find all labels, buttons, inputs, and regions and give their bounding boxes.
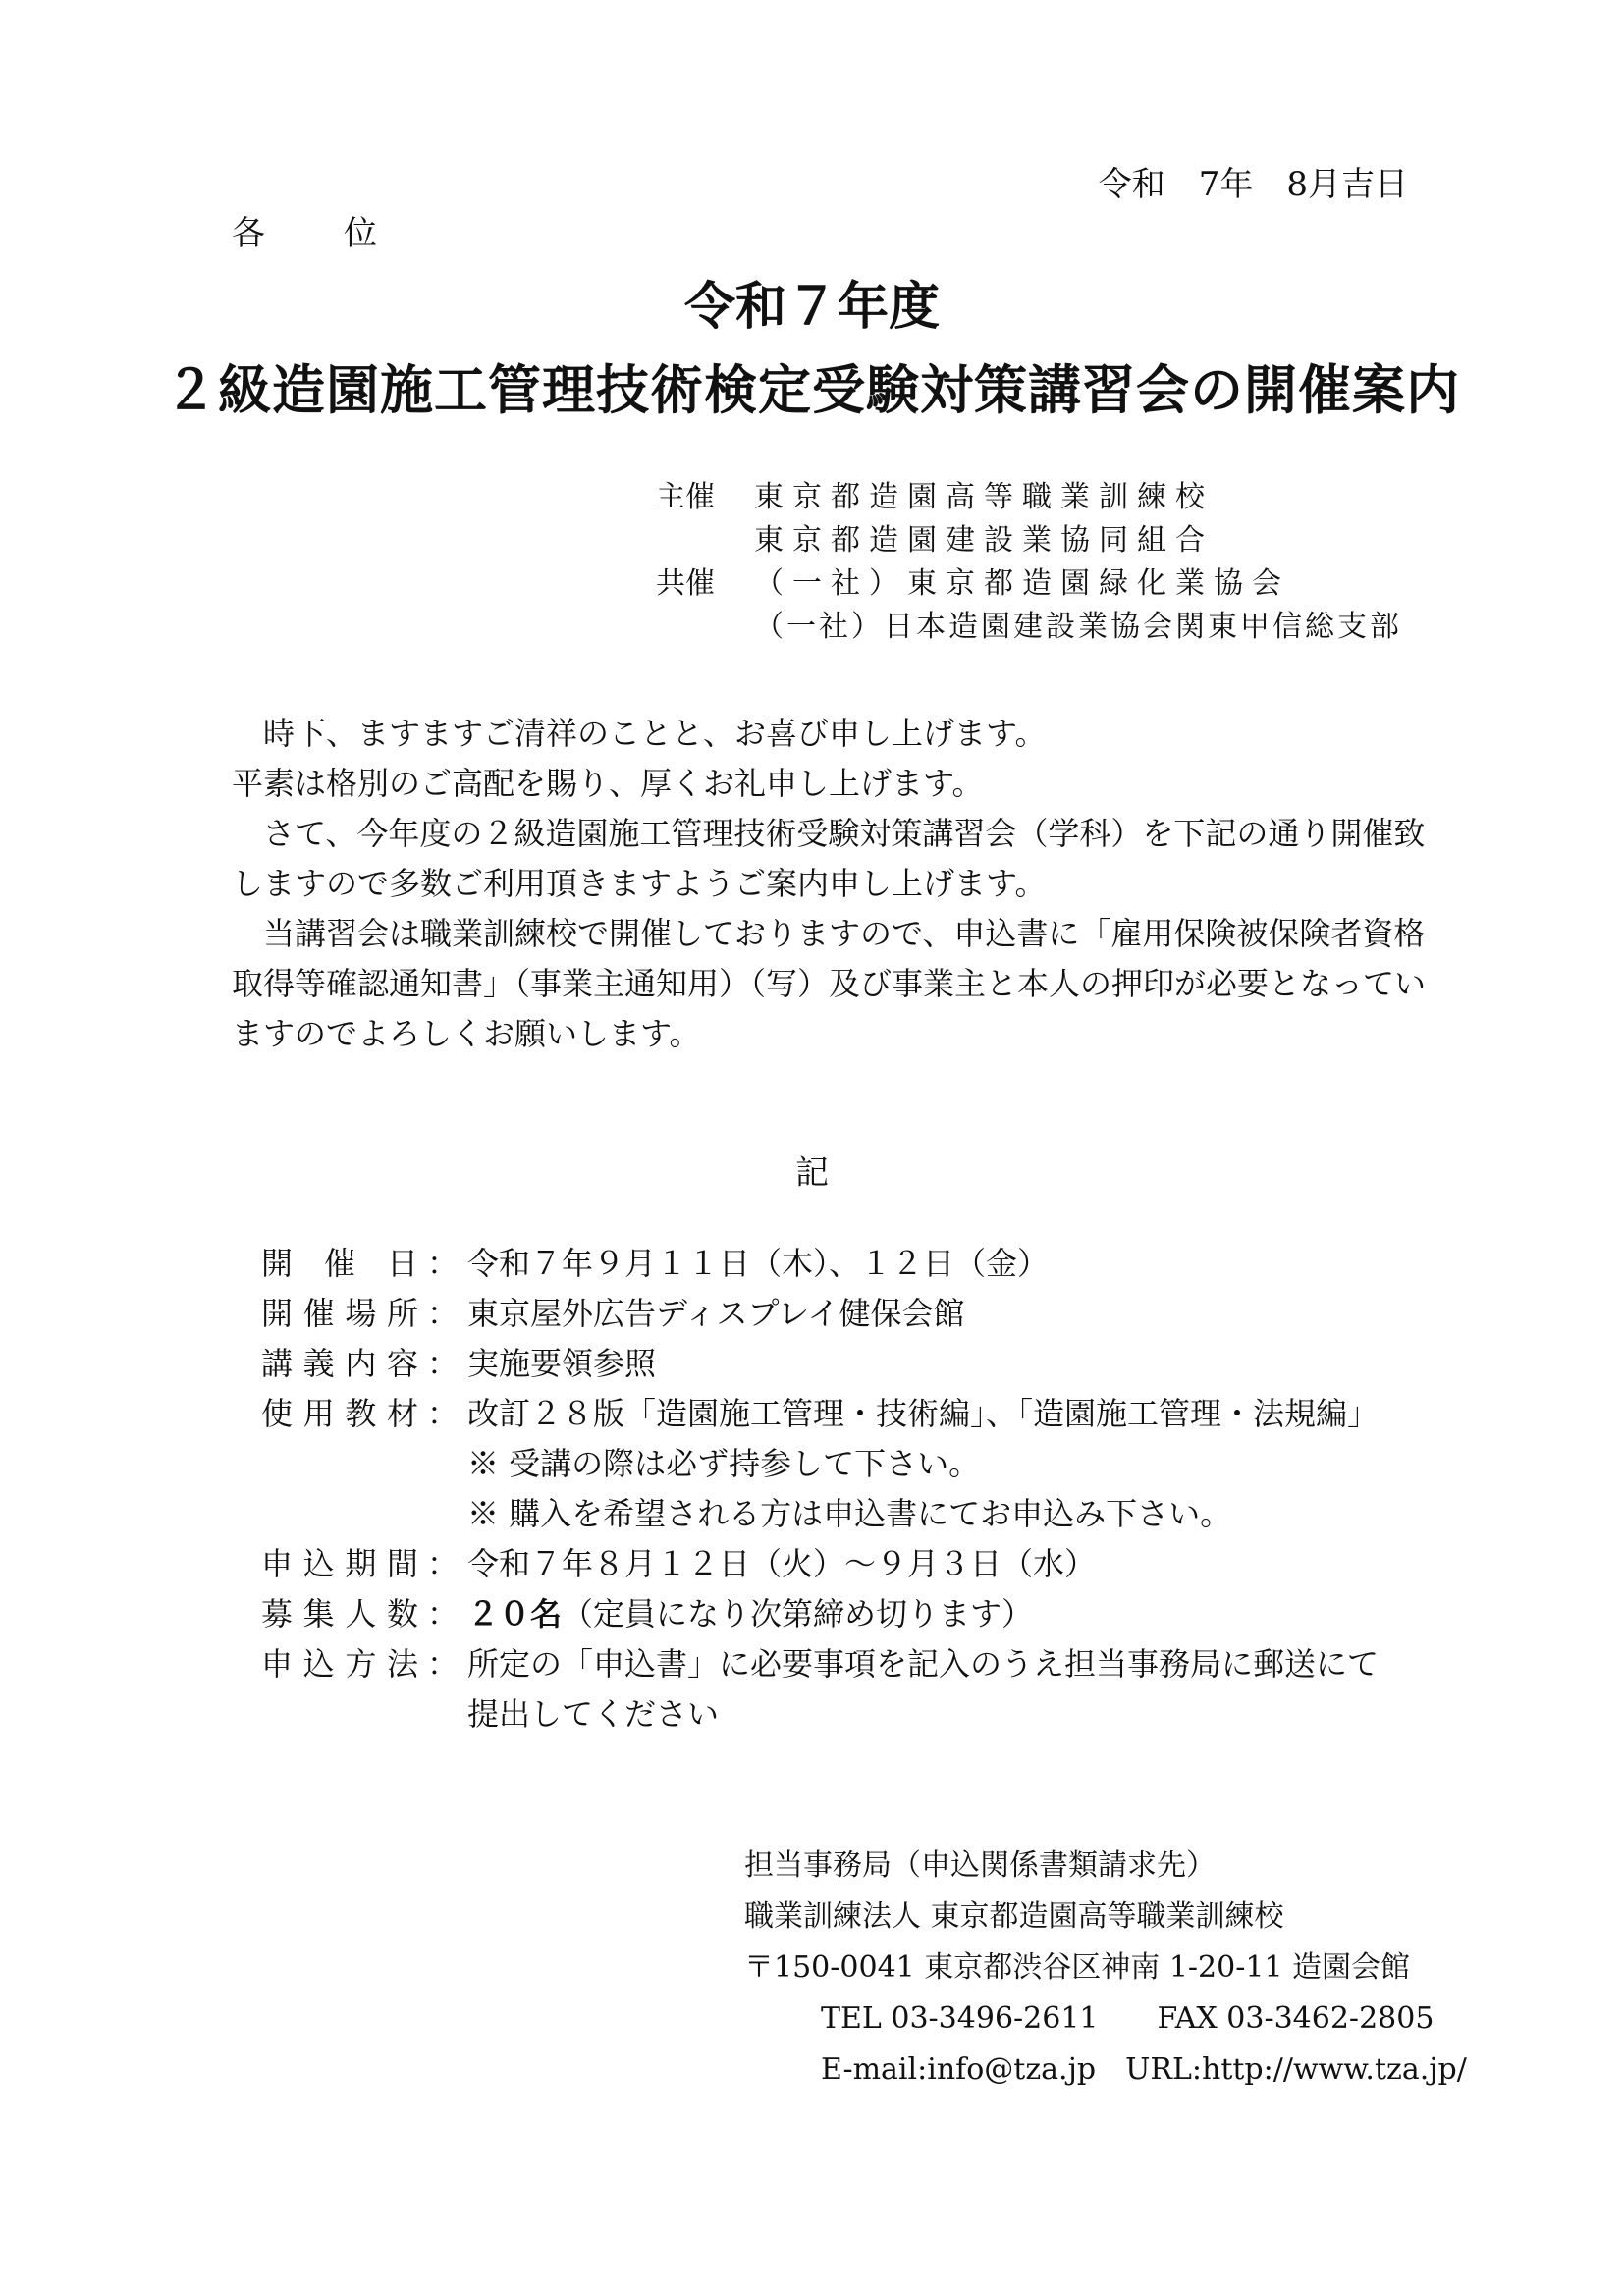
contact-tel-fax: TEL 03-3496-2611 FAX 03-3462-2805 (821, 2002, 1435, 2036)
co-organizer-name: （一社）日本造園建設業協会関東甲信総支部 (754, 610, 1402, 644)
detail-label: 申込期間 (261, 1545, 418, 1582)
detail-row-period (261, 1539, 1379, 1589)
detail-colon: ： (426, 1645, 459, 1682)
ki-heading: 記 (795, 1153, 829, 1193)
detail-label: 開催場所 (261, 1295, 418, 1332)
detail-row-date (261, 1239, 1379, 1289)
co-organizer-name: （一社）東京都造園緑化業協会 (754, 566, 1290, 601)
co-organizer-role (656, 606, 754, 649)
details-list (261, 1239, 1379, 1739)
material-note-1: ※ 受講の際は必ず持参して下さい。 (467, 1445, 981, 1482)
organizer-name: 東京都造園高等職業訓練校 (754, 480, 1214, 514)
organizer-row (656, 562, 1392, 606)
detail-row-material (261, 1389, 1379, 1439)
detail-colon: ： (426, 1545, 459, 1582)
detail-value: 令和７年９月１１日（木）、１２日（金） (467, 1245, 1050, 1282)
detail-row-capacity (261, 1589, 1379, 1639)
detail-colon: ： (426, 1345, 459, 1382)
detail-row-method (261, 1639, 1379, 1689)
greeting-paragraph-2: 平素は格別のご高配を賜り、厚くお礼申し上げます。 (232, 765, 984, 802)
detail-colon: ： (426, 1245, 459, 1282)
organizer-row (656, 606, 1402, 649)
title-line-1: 令和７年度 (683, 278, 940, 337)
detail-colon: ： (426, 1595, 459, 1632)
detail-value: 改訂２８版「造園施工管理・技術編」、「造園施工管理・法規編」 (467, 1395, 1380, 1432)
detail-value: 提出してください (467, 1695, 720, 1733)
organizer-row (656, 519, 1392, 562)
detail-row-content (261, 1339, 1379, 1389)
detail-row-note (261, 1489, 1379, 1539)
contact-address: 〒150-0041 東京都渋谷区神南 1-20-11 造園会館 (744, 1950, 1411, 1985)
material-note-2: ※ 購入を希望される方は申込書にてお申込み下さい。 (467, 1495, 1232, 1532)
detail-value: 東京屋外広告ディスプレイ健保会館 (467, 1295, 965, 1332)
addressee-char-2: 位 (344, 214, 379, 253)
addressee-char-1: 各 (232, 214, 267, 253)
contact-heading: 担当事務局（申込関係書類請求先） (744, 1848, 1216, 1883)
requirements-paragraph: 当講習会は職業訓練校で開催しておりますので、申込書に「雇用保険被保険者資格取得等確認通知書」（事業主通知用）（写）及び事業主と本人の押印が必要となっていますのでよろしくお願いします。 (232, 915, 1427, 1052)
detail-row-venue (261, 1289, 1379, 1339)
body-text (232, 709, 1449, 1059)
organizer-row (656, 476, 1392, 519)
contact-org: 職業訓練法人 東京都造園高等職業訓練校 (744, 1899, 1284, 1934)
organizer-role (656, 519, 754, 562)
detail-label: 使用教材 (261, 1395, 418, 1432)
capacity-number: ２０名 (467, 1595, 563, 1632)
document-date: 令和 7年 8月吉日 (1098, 165, 1408, 204)
detail-label: 申込方法 (261, 1645, 418, 1682)
detail-row-note (261, 1439, 1379, 1489)
detail-label: 講義内容 (261, 1345, 418, 1382)
organizer-block (656, 476, 1402, 649)
announcement-paragraph: さて、今年度の２級造園施工管理技術受験対策講習会（学科）を下記の通り開催致しますので多数ご利用頂きますようご案内申し上げます。 (232, 815, 1426, 902)
greeting-paragraph-1: 時下、ますますご清祥のことと、お喜び申し上げます。 (232, 715, 1047, 752)
title-line-2: ２級造園施工管理技術検定受験対策講習会の開催案内 (164, 359, 1460, 421)
organizer-name: 東京都造園建設業協同組合 (754, 523, 1214, 558)
addressee (232, 206, 379, 254)
detail-value: 所定の「申込書」に必要事項を記入のうえ担当事務局に郵送にて (467, 1645, 1380, 1682)
contact-block (744, 1841, 1467, 2096)
detail-label: 募集人数 (261, 1595, 418, 1632)
detail-value: 令和７年８月１２日（火）～９月３日（水） (467, 1545, 1097, 1582)
detail-row-method-cont (261, 1689, 1379, 1739)
detail-value: 実施要領参照 (467, 1345, 657, 1382)
capacity-note: （定員になり次第締め切ります） (562, 1595, 1034, 1632)
detail-colon: ： (426, 1295, 459, 1332)
detail-label: 開催日 (261, 1245, 418, 1282)
contact-email-url: E-mail:info@tza.jp URL:http://www.tza.jp/ (821, 2053, 1467, 2087)
detail-colon: ： (426, 1395, 459, 1432)
co-organizer-role: 共催 (656, 566, 715, 601)
organizer-role: 主催 (656, 480, 715, 514)
